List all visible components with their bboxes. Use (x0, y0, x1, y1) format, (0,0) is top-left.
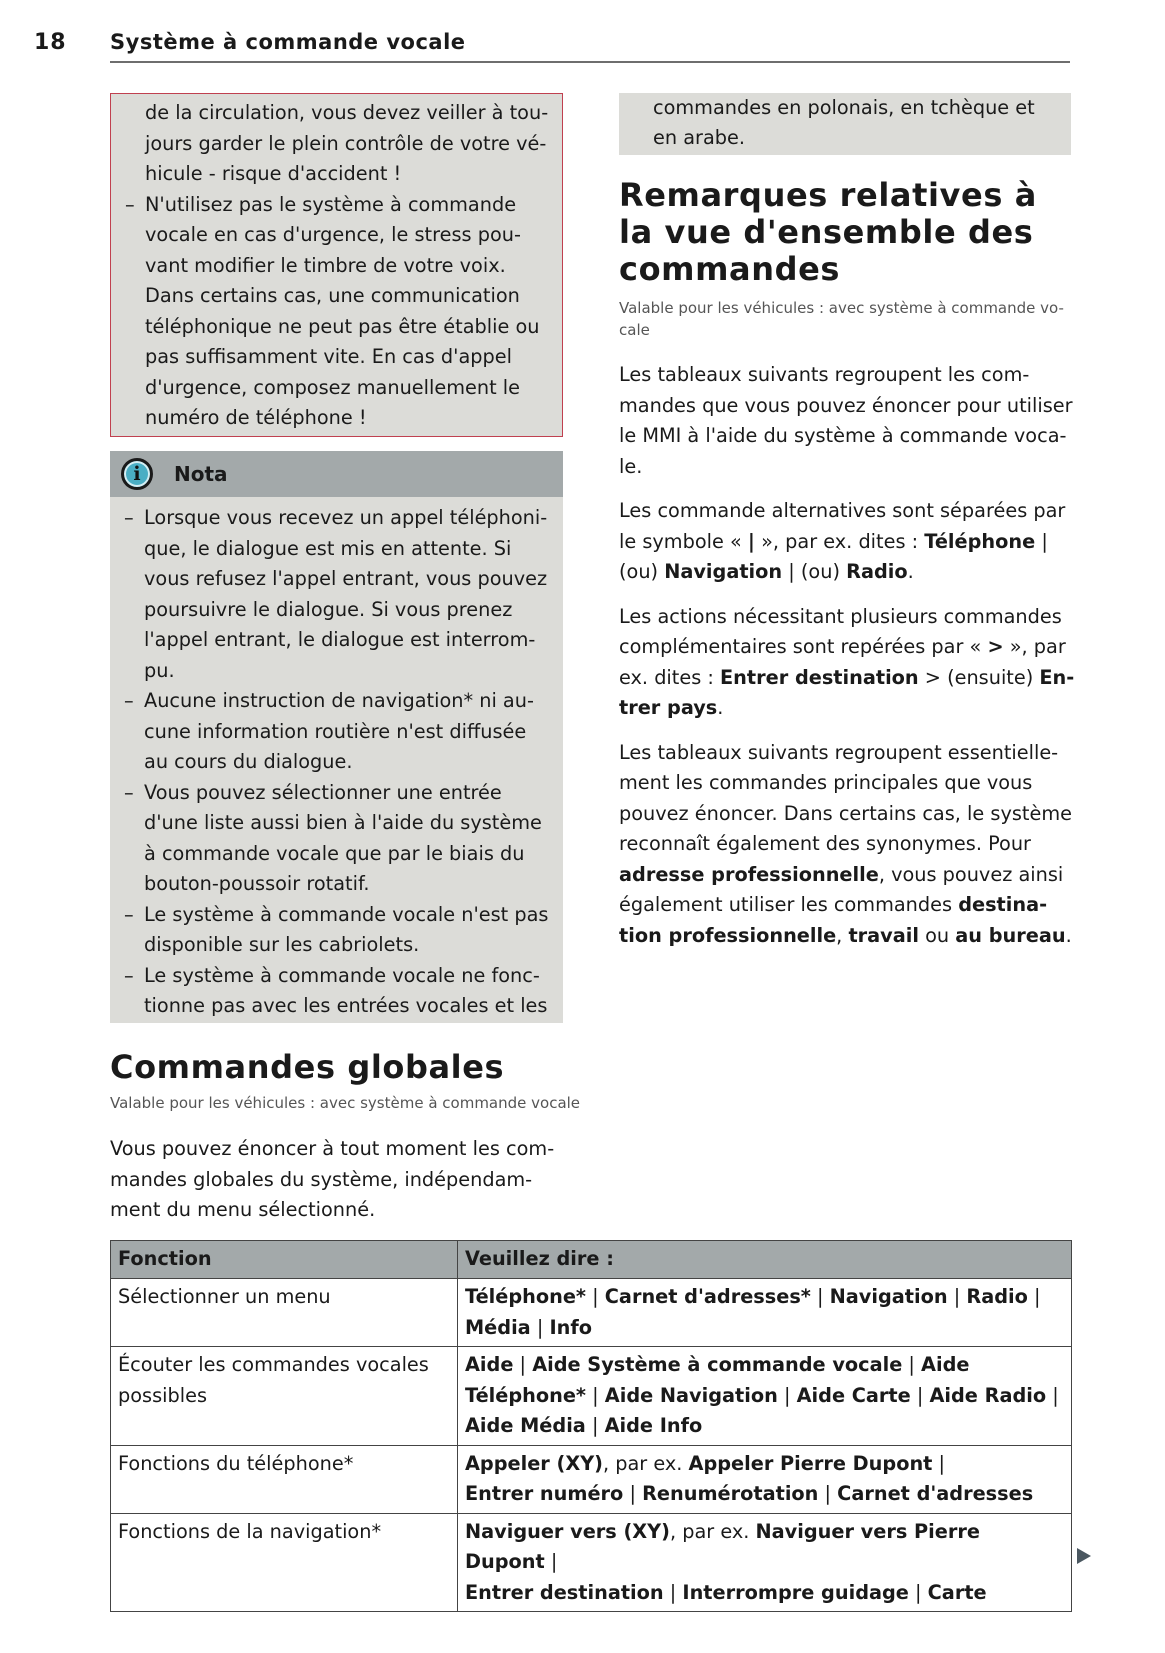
commands-cell (458, 1445, 1072, 1513)
text: », par ex. dites : (619, 635, 1066, 689)
text: ou (918, 923, 956, 947)
voice-command: Aide Navigation (604, 1383, 778, 1407)
function-cell: Sélectionner un menu (111, 1279, 458, 1347)
command: Téléphone (924, 529, 1036, 553)
command: travail (848, 923, 919, 947)
voice-command: Carte (927, 1580, 987, 1604)
table-row (111, 1347, 1072, 1446)
voice-command: Entrer numéro (465, 1482, 624, 1505)
validity-note: Valable pour les véhicules : avec système à commande vo-cale (619, 299, 1064, 339)
validity-note: Valable pour les véhicules : avec système à commande vocale (110, 1094, 581, 1112)
triangle-right-icon (1077, 1548, 1091, 1564)
table-header-row (111, 1241, 1072, 1279)
nota-title: Nota (174, 462, 228, 486)
text: Les commande alternatives sont séparées par le symbole « (619, 499, 1066, 553)
separator: | (663, 1580, 683, 1604)
text: | (ou) (782, 560, 847, 583)
command: Radio (846, 560, 908, 583)
warning-line: de la circulation, vous devez veiller à tou- (145, 101, 549, 124)
column-header: Fonction (111, 1241, 458, 1279)
voice-command: Aide Carte (796, 1383, 911, 1407)
header-divider (110, 61, 1070, 63)
separator: , par ex. (669, 1519, 756, 1543)
separator: | (1046, 1383, 1059, 1407)
separator: | (623, 1482, 643, 1505)
voice-command: Info (549, 1315, 592, 1339)
voice-command: Navigation (829, 1285, 948, 1308)
voice-command: Renumérotation (642, 1482, 819, 1505)
command: au bureau (955, 923, 1066, 947)
warning-item: – N'utilisez pas le système à commande vocale en cas d'urgence, le stress pou-vant modifier le timbre de votre voix. Dans certains cas, une communication téléphonique ne peut pas être établie ou pas suffisamment vite. En cas d'appel d'urgence, composez manuellement le numéro de téléphone ! (125, 190, 552, 434)
globales-intro: Vous pouvez énoncer à tout moment les com-mandes globales du système, indépendam-ment du menu sélectionné. (110, 1137, 555, 1221)
separator: | (586, 1285, 605, 1308)
voice-command: Média (465, 1315, 531, 1339)
nota-item: – Lorsque vous recevez un appel téléphoni-que, le dialogue est mis en attente. Si vous refusez l'appel entrant, vous pouvez poursuivre le dialogue. Si vous prenez l'appel entrant, le dialogue est interrom-pu. (124, 503, 553, 686)
text: Les actions nécessitant plusieurs commandes complémentaires sont repérées par « (619, 604, 1062, 658)
nota-item: – Vous pouvez sélectionner une entrée d'une liste aussi bien à l'aide du système à commande vocale que par le biais du bouton-poussoir rotatif. (124, 778, 553, 900)
commands-cell (458, 1279, 1072, 1347)
command: destina-tion professionnelle (619, 893, 1048, 947)
voice-command: Aide (465, 1353, 514, 1376)
separator: | (902, 1353, 922, 1376)
command: En-trer pays (619, 665, 1075, 719)
commands-cell (458, 1513, 1072, 1612)
voice-command: Appeler (XY) (465, 1451, 603, 1475)
voice-command: Aide Radio (929, 1383, 1047, 1407)
function-cell: Fonctions de la navigation* (111, 1513, 458, 1612)
command: adresse professionnelle (619, 862, 879, 886)
separator: | (910, 1383, 930, 1407)
warning-line: hicule - risque d'accident ! (145, 162, 402, 185)
remarques-body (619, 360, 1079, 965)
voice-command: Appeler Pierre Dupont (688, 1451, 933, 1475)
section-title-remarques: Remarques relatives à la vue d'ensemble des commandes (619, 176, 1037, 288)
separator: , par ex. (602, 1451, 689, 1475)
paragraph (619, 738, 1079, 952)
text: > (ensuite) (918, 665, 1040, 689)
text: . (1065, 923, 1072, 947)
function-cell: Écouter les commandes vocales possibles (111, 1347, 458, 1446)
table-row (111, 1513, 1072, 1612)
nota-header (110, 451, 563, 497)
voice-command: Carnet d'adresses* (604, 1285, 811, 1308)
commands-table (110, 1240, 1072, 1612)
voice-command: Carnet d'adresses (837, 1482, 1034, 1505)
paragraph: Les tableaux suivants regroupent les com-mandes que vous pouvez énoncer pour utiliser le MMI à l'aide du système à commande voca-le. (619, 363, 1073, 478)
page-header (0, 26, 1165, 66)
voice-command: Entrer destination (465, 1580, 664, 1604)
separator: | (530, 1315, 550, 1339)
symbol: > (987, 635, 1004, 658)
text: | (ou) (619, 529, 1048, 583)
voice-command: Naviguer vers Pierre Dupont (465, 1519, 980, 1573)
voice-command: Radio (966, 1285, 1028, 1308)
voice-command: Aide Média (465, 1414, 586, 1437)
nota-continued-text: commandes en polonais, en tchèque et en arabe. (653, 96, 1035, 149)
voice-command: Aide Système à commande vocale (532, 1353, 903, 1376)
text: , (836, 923, 849, 947)
paragraph (619, 602, 1079, 724)
table-row (111, 1279, 1072, 1347)
separator: | (908, 1580, 928, 1604)
nota-item: – Aucune instruction de navigation* ni au-cune information routière n'est diffusée au cours du dialogue. (124, 686, 553, 778)
separator: | (947, 1285, 967, 1308)
separator: | (777, 1383, 797, 1407)
warning-line: jours garder le plein contrôle de votre vé- (145, 131, 547, 155)
separator: | (1027, 1285, 1041, 1308)
page-number: 18 (34, 30, 67, 55)
text: . (717, 696, 724, 719)
voice-command: Interrompre guidage (682, 1580, 909, 1604)
text: », par ex. dites : (754, 529, 925, 553)
symbol: | (747, 529, 755, 553)
separator: | (585, 1414, 605, 1437)
function-cell: Fonctions du téléphone* (111, 1445, 458, 1513)
commands-cell (458, 1347, 1072, 1446)
text: . (907, 560, 914, 583)
voice-command: Aide Info (604, 1414, 703, 1437)
paragraph (619, 496, 1079, 588)
separator: | (544, 1550, 558, 1573)
nota-continuation (619, 93, 1071, 155)
text: , vous pouvez ainsi également utiliser les commandes (619, 862, 1064, 916)
separator: | (818, 1482, 838, 1505)
voice-command: Aide Téléphone* (465, 1353, 970, 1407)
nota-item: – Le système à commande vocale n'est pas disponible sur les cabriolets. (124, 900, 553, 961)
command: Navigation (664, 560, 783, 583)
section-title-globales: Commandes globales (110, 1048, 505, 1086)
info-icon: i (121, 458, 153, 490)
separator: | (586, 1383, 605, 1407)
voice-command: Naviguer vers (XY) (465, 1519, 670, 1543)
separator: | (932, 1451, 946, 1475)
chapter-title: Système à commande vocale (110, 30, 466, 54)
warning-box (110, 93, 563, 437)
table-row (111, 1445, 1072, 1513)
nota-list (110, 497, 563, 1023)
column-header: Veuillez dire : (458, 1241, 1072, 1279)
nota-item: – Le système à commande vocale ne fonc-tionne pas avec les entrées vocales et les (124, 961, 553, 1022)
command: Entrer destination (720, 665, 919, 689)
separator: | (810, 1285, 830, 1308)
voice-command: Téléphone* (465, 1285, 587, 1308)
separator: | (513, 1353, 533, 1376)
text: Les tableaux suivants regroupent essentielle-ment les commandes principales que vous pouvez énoncer. Dans certains cas, le système reconnaît également des synonymes. Pour (619, 740, 1072, 855)
